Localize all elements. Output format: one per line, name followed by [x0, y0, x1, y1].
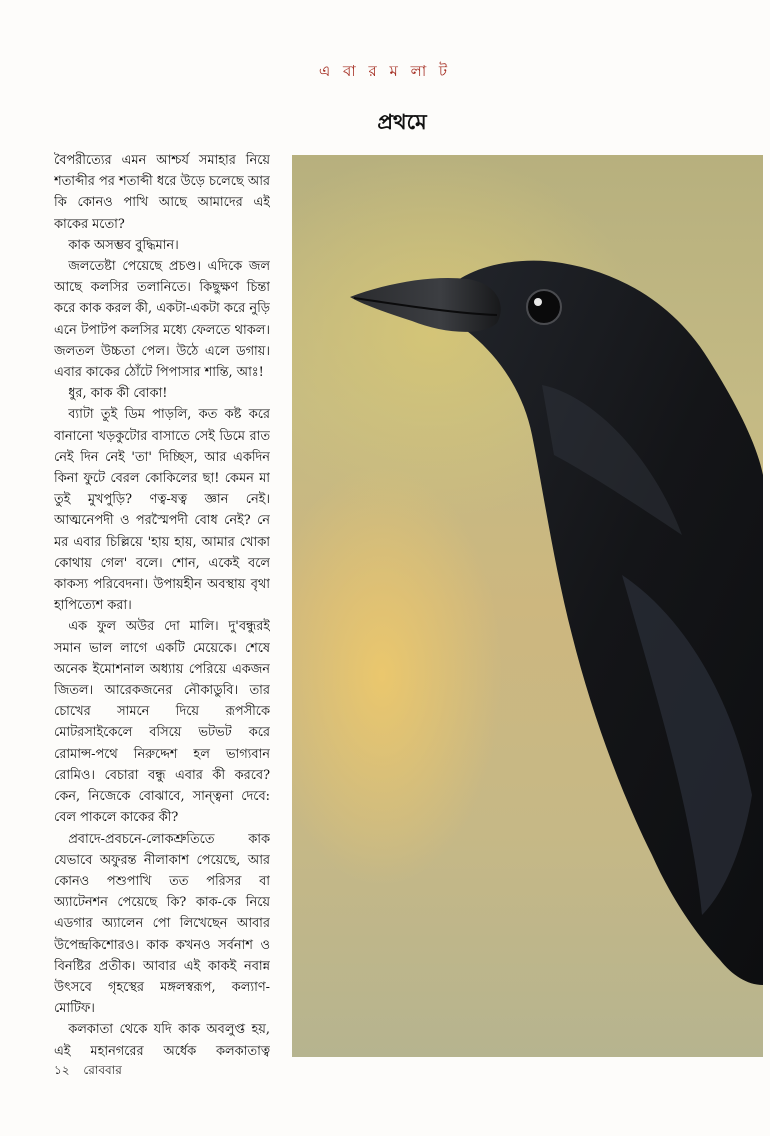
page-footer: [54, 1062, 132, 1082]
paragraph: প্রবাদে-প্রবচনে-লোকশ্রুতিতে কাক যেভাবে অফুরন্ত নীলাকাশ পেয়েছে, আর কোনও পশুপাখি তত পরিসর বা অ্যাটেনশন পেয়েছে কি? কাক-কে নিয়ে এডগার অ্যালেন পো লিখেছেন আবার উপেন্দ্রকিশোরও। কাক কখনও সর্বনাশ ও বিনষ্টির প্রতীক। আবার এই কাকই নবান্ন উৎসবে গৃহস্থের মঙ্গলস্বরূপ, কল্যাণ-মোটিফ।: [54, 831, 270, 1017]
magazine-name: রোববার: [83, 1063, 122, 1077]
eye-highlight: [534, 298, 542, 306]
article-body: [54, 150, 270, 1060]
section-label: এ বা র ম লা ট: [318, 62, 452, 80]
crow-eye: [528, 291, 560, 323]
paragraph: কলকাতা থেকে যদি কাক অবলুপ্ত হয়, এই মহানগরের অর্ধেক কলকাতাত্ব: [54, 1022, 270, 1059]
crow-illustration: [292, 155, 763, 1057]
paragraph: ব্যাটা তুই ডিম পাড়লি, কত কষ্ট করে বানানো খড়কুটোর বাসাতে সেই ডিমে রাত নেই দিন নেই 'তা' দিচ্ছিস, আর একদিন কিনা ফুটে বেরল কোকিলের ছা! কেমন মা তুই মুখপুড়ি? ণত্ব-ষত্ব জ্ঞান নেই। আত্মনেপদী ও পরস্মৈপদী বোধ নেই? নে মর এবার চিল্লিয়ে 'হায় হায়, আমার খোকা কোথায় গেল' বলে। শোন, একেই বলে কাকস্য পরিবেদনা। উপায়হীন অবস্থায় বৃথা হাপিত্যেশ করা।: [54, 407, 270, 614]
paragraph: কাক অসম্ভব বুদ্ধিমান।: [68, 237, 179, 253]
paragraph: বৈপরীত্যের এমন আশ্চর্য সমাহার নিয়ে শতাব্দীর পর শতাব্দী ধরে উড়ে চলেছে আর কি কোনও পাখি আছে আমাদের এই কাকের মতো?: [54, 153, 270, 232]
crow-beak: [350, 278, 501, 332]
crow-photo: [292, 155, 763, 1057]
paragraph: ধুর, কাক কী বোকা!: [68, 386, 168, 402]
article-title: প্রথমে: [377, 110, 427, 134]
page-number: ১২: [54, 1063, 70, 1077]
paragraph: এক ফুল অউর দো মালি। দু'বন্ধুরই সমান ভাল লাগে একটি মেয়েকে। শেষে অনেক ইমোশনাল অধ্যায় পেরিয়ে একজন জিতল। আরেকজনের নৌকাডুবি। তার চোখের সামনে দিয়ে রূপসীকে মোটরসাইকেলে বসিয়ে ভটভট করে রোমান্স-পথে নিরুদ্দেশ হল ভাগ্যবান রোমিও। বেচারা বন্ধু এবার কী করবে? কেন, নিজেকে বোঝাবে, সান্ত্বনা দেবে: বেল পাকলে কাকের কী?: [54, 619, 270, 826]
paragraph: জলতেষ্টা পেয়েছে প্রচণ্ড। এদিকে জল আছে কলসির তলানিতে। কিছুক্ষণ চিন্তা করে কাক করল কী, একটা-একটা করে নুড়ি এনে টপাটপ কলসির মধ্যে ফেলতে থাকল। জলতল উচ্চতা পেল। উঠে এলে ডগায়। এবার কাকের ঠোঁটে পিপাসার শান্তি, আঃ!: [54, 259, 270, 381]
